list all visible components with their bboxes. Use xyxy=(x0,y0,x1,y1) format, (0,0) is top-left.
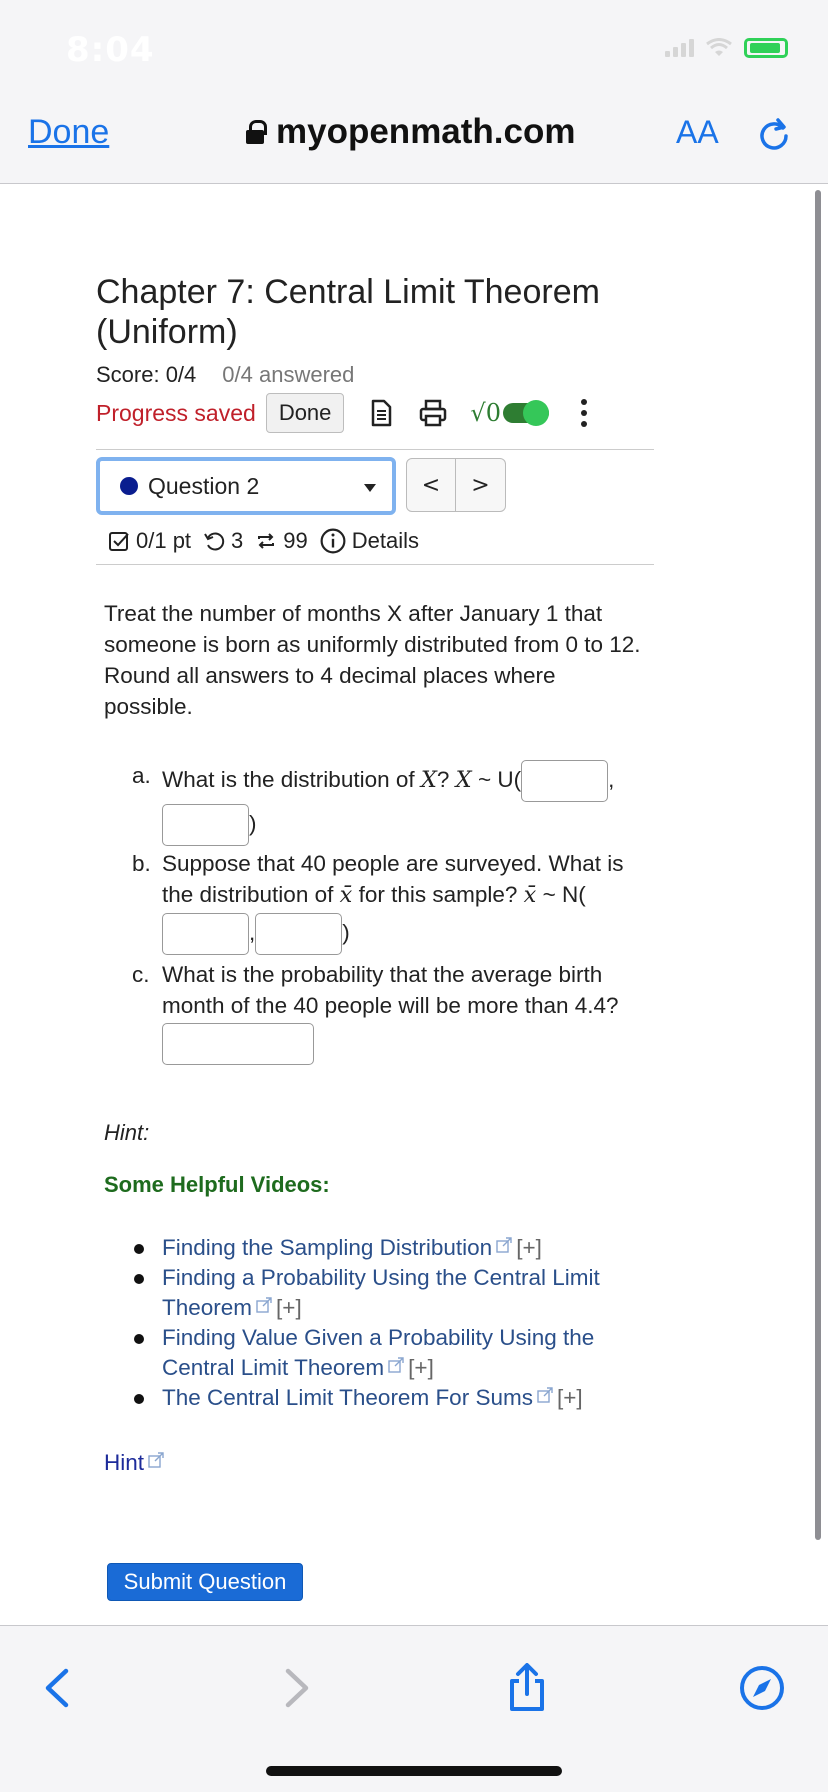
list-item[interactable] xyxy=(134,1263,644,1323)
close-paren: ) xyxy=(342,919,350,945)
checkbox-icon xyxy=(108,530,130,552)
part-letter: b. xyxy=(132,851,151,876)
answer-a-max-input[interactable] xyxy=(162,804,249,846)
answer-b-mean-input[interactable] xyxy=(162,913,249,955)
prev-question-button[interactable]: < xyxy=(406,458,456,512)
list-item[interactable] xyxy=(134,1323,644,1383)
progress-toolbar xyxy=(96,393,589,433)
browser-top-bar xyxy=(0,0,828,184)
math-var: x̄ xyxy=(339,882,353,908)
print-icon[interactable] xyxy=(418,398,448,428)
part-b-text: Suppose that 40 people are surveyed. What is the distribution of xyxy=(162,851,624,907)
compass-icon[interactable] xyxy=(737,1663,787,1713)
info-icon[interactable] xyxy=(320,528,346,554)
part-a xyxy=(132,760,652,846)
list-item[interactable] xyxy=(134,1383,644,1413)
divider xyxy=(96,564,654,565)
score-text: Score: 0/4 xyxy=(96,362,197,387)
math-var: X xyxy=(420,766,437,793)
hint-label: Hint: xyxy=(104,1120,150,1145)
comma: , xyxy=(249,919,256,945)
question-nav xyxy=(406,458,506,512)
external-link-icon xyxy=(256,1297,272,1313)
answer-a-min-input[interactable] xyxy=(521,760,608,802)
status-time: 8:04 xyxy=(66,30,155,70)
progress-saved-text: Progress saved xyxy=(96,399,256,426)
url-text: myopenmath.com xyxy=(276,112,576,151)
attempts-text: 99 xyxy=(283,528,308,553)
details-link[interactable]: Details xyxy=(351,528,420,553)
expand-link[interactable]: [+] xyxy=(516,1235,542,1260)
divider xyxy=(96,449,654,450)
expand-link[interactable]: [+] xyxy=(408,1355,434,1380)
video-list xyxy=(134,1233,644,1413)
question-intro: Treat the number of months X after January 1 that someone is born as uniformly distributed from 0 to 12. Round all answers to 4 decimal places where possible. xyxy=(104,601,641,719)
part-b xyxy=(132,848,652,955)
document-icon[interactable] xyxy=(366,398,396,428)
question-select-label: Question 2 xyxy=(148,472,260,499)
signal-icon xyxy=(665,39,694,57)
math-entry-toggle[interactable] xyxy=(470,399,549,427)
external-link-icon xyxy=(537,1387,553,1403)
part-c-text: What is the probability that the average birth month of the 40 people will be more than 4.4? xyxy=(162,962,619,1018)
battery-icon xyxy=(744,38,788,58)
list-item[interactable] xyxy=(134,1233,644,1263)
page-scrollbar[interactable] xyxy=(815,190,821,1540)
repeat-icon xyxy=(255,530,277,552)
video-link[interactable]: The Central Limit Theorem For Sums xyxy=(162,1385,533,1410)
part-c xyxy=(132,959,652,1065)
reload-icon[interactable] xyxy=(756,116,792,152)
home-indicator xyxy=(266,1766,562,1776)
comma: , xyxy=(608,766,615,792)
question-status-dot xyxy=(120,477,138,495)
retries-text: 3 xyxy=(231,528,244,553)
toggle-switch[interactable] xyxy=(503,403,549,423)
part-a-text: ~ U( xyxy=(471,766,522,792)
answer-b-sd-input[interactable] xyxy=(255,913,342,955)
part-b-text: for this sample? xyxy=(352,882,524,907)
expand-link[interactable]: [+] xyxy=(276,1295,302,1320)
external-link-icon xyxy=(496,1237,512,1253)
more-options-icon[interactable] xyxy=(581,399,589,427)
hint-link[interactable] xyxy=(104,1450,164,1476)
submit-question-button[interactable]: Submit Question xyxy=(107,1563,303,1601)
videos-title: Some Helpful Videos: xyxy=(104,1172,330,1197)
back-icon[interactable] xyxy=(34,1663,84,1713)
external-link-icon xyxy=(148,1452,164,1468)
points-text: 0/1 pt xyxy=(136,528,192,553)
wifi-icon xyxy=(706,38,732,58)
question-parts xyxy=(132,760,652,1065)
page-title: Chapter 7: Central Limit Theorem (Uniform) xyxy=(96,273,600,351)
chevron-down-icon xyxy=(364,484,376,492)
part-a-text: What is the distribution of xyxy=(162,766,421,792)
part-a-text: ? xyxy=(436,766,456,792)
part-b-text: ~ N( xyxy=(536,882,586,907)
browser-bottom-bar xyxy=(0,1625,828,1792)
math-var: x̄ xyxy=(523,882,537,908)
text-size-button[interactable]: AA xyxy=(676,114,719,150)
assessment-done-button[interactable]: Done xyxy=(266,393,345,433)
browser-done-button[interactable]: Done xyxy=(28,113,110,151)
math-var: X xyxy=(455,766,472,793)
share-icon[interactable] xyxy=(502,1663,552,1713)
score-row xyxy=(96,362,354,388)
next-question-button[interactable]: > xyxy=(456,458,506,512)
part-letter: c. xyxy=(132,962,150,987)
address-bar[interactable] xyxy=(246,112,576,152)
video-link[interactable]: Finding a Probability Using the Central Limit Theorem xyxy=(162,1265,600,1320)
video-link[interactable]: Finding the Sampling Distribution xyxy=(162,1235,493,1260)
status-indicators xyxy=(665,38,788,58)
retry-icon xyxy=(203,530,225,552)
question-meta xyxy=(108,528,419,554)
video-link[interactable]: Finding Value Given a Probability Using the Central Limit Theorem xyxy=(162,1325,595,1380)
external-link-icon xyxy=(388,1357,404,1373)
sqrt-icon: √0 xyxy=(470,399,501,427)
hint-link-text[interactable]: Hint xyxy=(104,1450,145,1475)
answer-c-input[interactable] xyxy=(162,1023,314,1065)
question-select[interactable] xyxy=(96,457,396,515)
answered-text: 0/4 answered xyxy=(222,362,355,387)
forward-icon[interactable] xyxy=(270,1663,320,1713)
part-letter: a. xyxy=(132,763,151,788)
lock-icon xyxy=(246,120,264,144)
close-paren: ) xyxy=(249,810,257,836)
expand-link[interactable]: [+] xyxy=(556,1385,583,1410)
